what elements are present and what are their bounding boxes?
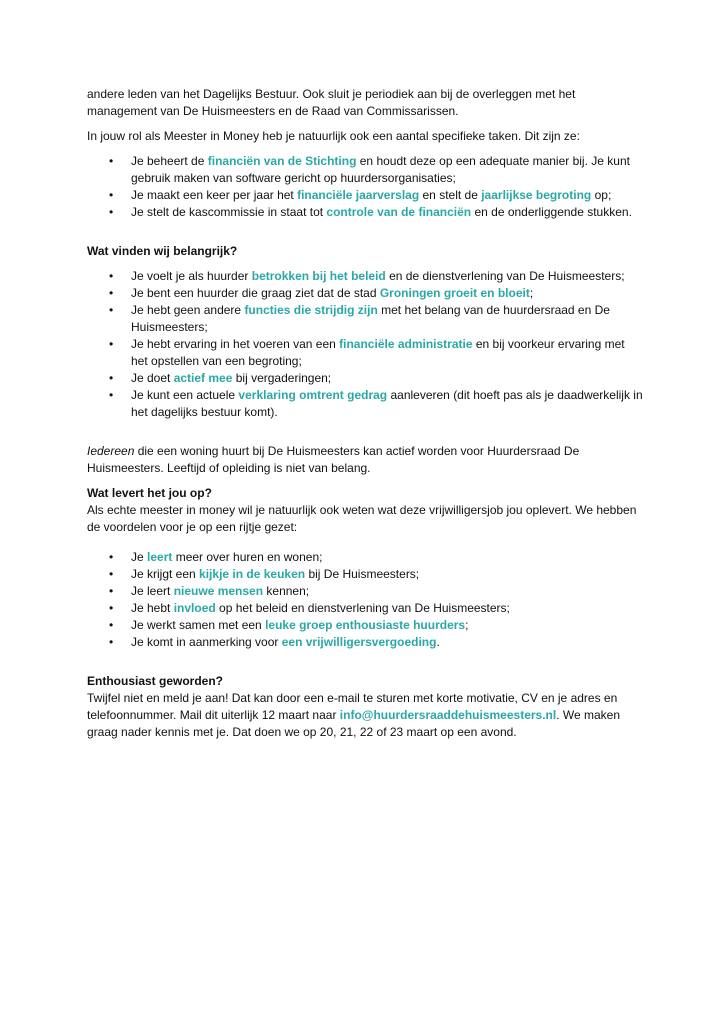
highlight-text: Groningen groeit en bloeit bbox=[379, 286, 530, 300]
list-item: • Je beheert de financiën van de Stichting en houdt deze op een adequate manier bij. Je kunt gebruik maken van software gericht op huurdersorganisaties; bbox=[87, 153, 643, 187]
list-item: • Je doet actief mee bij vergaderingen; bbox=[87, 370, 643, 387]
highlight-text: financiële administratie bbox=[339, 337, 473, 351]
highlight-text: financiële jaarverslag bbox=[297, 188, 420, 202]
list-item: • Je stelt de kascommissie in staat tot controle van de financiën en de onderliggende stukken. bbox=[87, 204, 643, 221]
important-heading: Wat vinden wij belangrijk? bbox=[87, 244, 238, 258]
list-item: • Je krijgt een kijkje in de keuken bij De Huismeesters; bbox=[87, 566, 643, 583]
list-item: • Je werkt samen met een leuke groep enthousiaste huurders; bbox=[87, 617, 643, 634]
important-list bbox=[87, 268, 643, 421]
list-item: • Je leert meer over huren en wonen; bbox=[87, 549, 643, 566]
intro-paragraph-2: In jouw rol als Meester in Money heb je natuurlijk ook een aantal specifieke taken. Dit zijn ze: bbox=[87, 129, 580, 143]
list-item: • Je komt in aanmerking voor een vrijwilligersvergoeding. bbox=[87, 634, 643, 651]
task-list bbox=[87, 153, 643, 221]
italic-text: Iedereen bbox=[87, 444, 135, 458]
document-page bbox=[87, 86, 643, 741]
list-item: • Je voelt je als huurder betrokken bij het beleid en de dienstverlening van De Huismeesters; bbox=[87, 268, 643, 285]
highlight-text: financiën van de Stichting bbox=[207, 154, 357, 168]
intro-paragraph-1: andere leden van het Dagelijks Bestuur. Ook sluit je periodiek aan bij de overleggen met het management van De Huismeesters en de Raad van Commissarissen. bbox=[87, 87, 576, 118]
benefits-intro: Als echte meester in money wil je natuurlijk ook weten wat deze vrijwilligersjob jou oplevert. We hebben de voordelen voor je op een rijtje gezet: bbox=[87, 503, 637, 534]
highlight-text: leuke groep enthousiaste huurders bbox=[265, 618, 466, 632]
highlight-text: jaarlijkse begroting bbox=[481, 188, 592, 202]
benefits-heading: Wat levert het jou op? bbox=[87, 486, 212, 500]
highlight-text: leert bbox=[147, 550, 173, 564]
list-item: • Je hebt invloed op het beleid en dienstverlening van De Huismeesters; bbox=[87, 600, 643, 617]
highlight-text: actief mee bbox=[173, 371, 233, 385]
list-item: • Je hebt geen andere functies die strijdig zijn met het belang van de huurdersraad en De Huismeesters; bbox=[87, 302, 643, 336]
list-item: • Je leert nieuwe mensen kennen; bbox=[87, 583, 643, 600]
highlight-text: invloed bbox=[173, 601, 216, 615]
list-item: • Je hebt ervaring in het voeren van een financiële administratie en bij voorkeur ervaring met het opstellen van een begroting; bbox=[87, 336, 643, 370]
highlight-text: kijkje in de keuken bbox=[199, 567, 306, 581]
list-item: • Je maakt een keer per jaar het financiële jaarverslag en stelt de jaarlijkse begroting op; bbox=[87, 187, 643, 204]
email-link[interactable]: info@huurdersraaddehuismeesters.nl bbox=[339, 708, 557, 722]
list-item: • Je kunt een actuele verklaring omtrent gedrag aanleveren (dit hoeft pas als je daadwerkelijk in het dagelijks bestuur komt). bbox=[87, 387, 643, 421]
everyone-paragraph: Iedereen die een woning huurt bij De Huismeesters kan actief worden voor Huurdersraad De Huismeesters. Leeftijd of opleiding is niet van belang. bbox=[87, 444, 580, 475]
highlight-text: nieuwe mensen bbox=[173, 584, 264, 598]
highlight-text: controle van de financiën bbox=[326, 205, 472, 219]
enthusiastic-paragraph: Twijfel niet en meld je aan! Dat kan door een e-mail te sturen met korte motivatie, CV en je adres en telefoonnummer. Mail dit uiterlijk 12 maart naar info@huurdersraaddehuismeesters.nl. We maken graag nader kennis met je. Dat doen we op 20, 21, 22 of 23 maart op een avond. bbox=[87, 691, 621, 739]
enthusiastic-heading: Enthousiast geworden? bbox=[87, 674, 224, 688]
highlight-text: betrokken bij het beleid bbox=[251, 269, 386, 283]
highlight-text: functies die strijdig zijn bbox=[244, 303, 378, 317]
highlight-text: een vrijwilligersvergoeding bbox=[281, 635, 437, 649]
list-item: • Je bent een huurder die graag ziet dat de stad Groningen groeit en bloeit; bbox=[87, 285, 643, 302]
highlight-text: verklaring omtrent gedrag bbox=[238, 388, 388, 402]
benefits-list bbox=[87, 549, 643, 651]
